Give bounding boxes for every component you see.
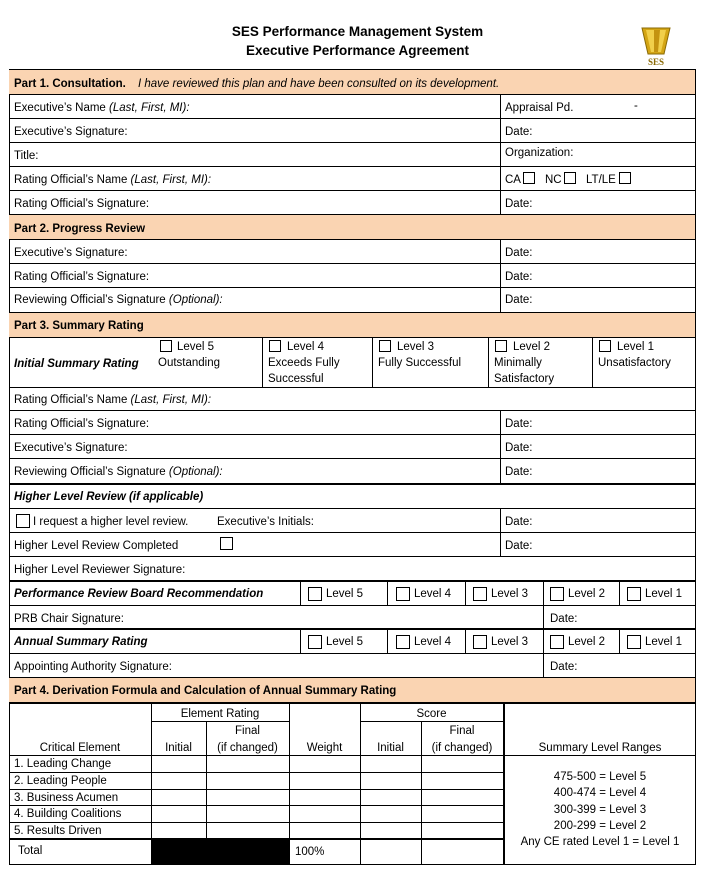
level2-desc2: Satisfactory [494,373,555,385]
prb-level5-label: Level 5 [326,588,364,600]
initial-summary-rating-label: Initial Summary Rating [14,358,139,370]
executive-initials-label: Executive’s Initials: [217,516,314,528]
prb-recommendation-label: Performance Review Board Recommendation [14,588,264,600]
prb-level1-checkbox[interactable] [627,587,641,601]
executive-name-label: Executive’s Name (Last, First, MI): [14,102,190,114]
request-higher-review-checkbox[interactable] [16,514,30,528]
logo-text: SES [647,57,665,67]
score-header: Score [416,708,447,720]
date-label: Date: [550,613,578,625]
lt-le-checkbox[interactable] [619,172,631,184]
form-title-line1: SES Performance Management System [231,24,484,39]
level4-label: Level 4 [287,341,325,353]
level5-desc: Outstanding [158,357,221,369]
part2-heading: Part 2. Progress Review [14,223,146,235]
score-if-changed-header: (if changed) [431,742,493,754]
initial-level4-checkbox[interactable] [269,340,281,352]
date-label: Date: [505,442,533,454]
initial-level3-checkbox[interactable] [379,340,391,352]
executive-signature-label: Executive’s Signature: [14,247,128,259]
prb-level4-label: Level 4 [414,588,452,600]
element-rating-header: Element Rating [180,708,260,720]
appointing-authority-signature-label: Appointing Authority Signature: [14,661,172,673]
initial-level5-checkbox[interactable] [160,340,172,352]
date-label: Date: [505,540,533,552]
level4-desc: Exceeds Fully [268,357,340,369]
date-label: Date: [505,271,533,283]
final-header: Final [235,725,260,737]
annual-level1-checkbox[interactable] [627,635,641,649]
date-label: Date: [505,466,533,478]
initial-level2-checkbox[interactable] [495,340,507,352]
date-label: Date: [505,418,533,430]
annual-level5-label: Level 5 [326,636,364,648]
lt-le-label: LT/LE [586,174,616,186]
rating-official-name-label: Rating Official’s Name (Last, First, MI): [14,174,212,186]
date-label: Date: [505,516,533,528]
prb-level3-checkbox[interactable] [473,587,487,601]
range-level2: 200-299 = Level 2 [553,820,647,832]
prb-level3-label: Level 3 [491,588,529,600]
prb-level4-checkbox[interactable] [396,587,410,601]
prb-chair-signature-label: PRB Chair Signature: [14,613,124,625]
appraisal-period-dash: - [634,100,638,112]
nc-checkbox[interactable] [564,172,576,184]
nc-label: NC [545,174,562,186]
critical-element-row: 4. Building Coalitions [14,808,122,820]
higher-review-completed-checkbox[interactable] [220,537,233,550]
higher-level-review-label: Higher Level Review (if applicable) [14,491,204,503]
total-weight: 100% [295,846,325,858]
weight-header: Weight [306,742,343,754]
higher-reviewer-signature-label: Higher Level Reviewer Signature: [14,564,186,576]
title-label: Title: [14,150,39,162]
annual-level4-label: Level 4 [414,636,452,648]
executive-signature-label: Executive’s Signature: [14,442,128,454]
annual-level2-checkbox[interactable] [550,635,564,649]
range-level5: 475-500 = Level 5 [553,771,647,783]
level5-label: Level 5 [177,341,215,353]
date-label: Date: [550,661,578,673]
prb-level2-checkbox[interactable] [550,587,564,601]
critical-element-row: 5. Results Driven [14,825,102,837]
annual-level3-checkbox[interactable] [473,635,487,649]
reviewing-official-signature-label: Reviewing Official’s Signature (Optional): [14,466,223,478]
range-level4: 400-474 = Level 4 [553,787,647,799]
date-label: Date: [505,294,533,306]
critical-element-header: Critical Element [39,742,121,754]
date-label: Date: [505,247,533,259]
prb-level5-checkbox[interactable] [308,587,322,601]
level3-desc: Fully Successful [378,357,462,369]
form-title-line2: Executive Performance Agreement [245,43,470,58]
rating-official-name-label: Rating Official’s Name (Last, First, MI): [14,394,212,406]
prb-level2-label: Level 2 [568,588,606,600]
total-label: Total [18,845,43,857]
request-higher-review-label: I request a higher level review. [33,516,189,528]
range-level1: Any CE rated Level 1 = Level 1 [520,836,680,848]
annual-level4-checkbox[interactable] [396,635,410,649]
reviewing-official-signature-label: Reviewing Official’s Signature (Optional): [14,294,223,306]
date-label: Date: [505,126,533,138]
level3-label: Level 3 [397,341,435,353]
rating-official-signature-label: Rating Official’s Signature: [14,271,150,283]
part3-heading: Part 3. Summary Rating [14,320,144,332]
organization-label: Organization: [505,147,574,159]
rating-official-signature-label: Rating Official’s Signature: [14,198,150,210]
level2-label: Level 2 [513,341,551,353]
annual-level1-label: Level 1 [645,636,683,648]
higher-review-completed-label: Higher Level Review Completed [14,540,179,552]
annual-level5-checkbox[interactable] [308,635,322,649]
score-initial-header: Initial [377,742,404,754]
level2-desc: Minimally [494,357,542,369]
part4-heading: Part 4. Derivation Formula and Calculation of Annual Summary Rating [14,685,397,697]
range-level3: 300-399 = Level 3 [553,804,647,816]
executive-signature-label: Executive’s Signature: [14,126,128,138]
level1-desc: Unsatisfactory [598,357,671,369]
summary-ranges-header: Summary Level Ranges [538,742,662,754]
critical-element-row: 3. Business Acumen [14,792,119,804]
critical-element-row: 2. Leading People [14,775,107,787]
annual-level2-label: Level 2 [568,636,606,648]
part1-heading-note: I have reviewed this plan and have been consulted on its development. [138,78,500,90]
if-changed-header: (if changed) [217,742,278,754]
initial-level1-checkbox[interactable] [599,340,611,352]
ca-checkbox[interactable] [523,172,535,184]
date-label: Date: [505,198,533,210]
rating-official-signature-label: Rating Official’s Signature: [14,418,150,430]
part1-heading: Part 1. Consultation. [14,78,126,90]
total-blackout [152,840,289,864]
score-final-header: Final [449,725,475,737]
prb-level1-label: Level 1 [645,588,683,600]
critical-element-row: 1. Leading Change [14,758,112,770]
level1-label: Level 1 [617,341,655,353]
initial-header: Initial [165,742,192,754]
annual-level3-label: Level 3 [491,636,529,648]
ca-label: CA [505,174,521,186]
annual-summary-rating-label: Annual Summary Rating [14,636,148,648]
level4-desc2: Successful [268,373,324,385]
ses-logo [640,24,672,68]
appraisal-period-label: Appraisal Pd. [505,102,574,114]
